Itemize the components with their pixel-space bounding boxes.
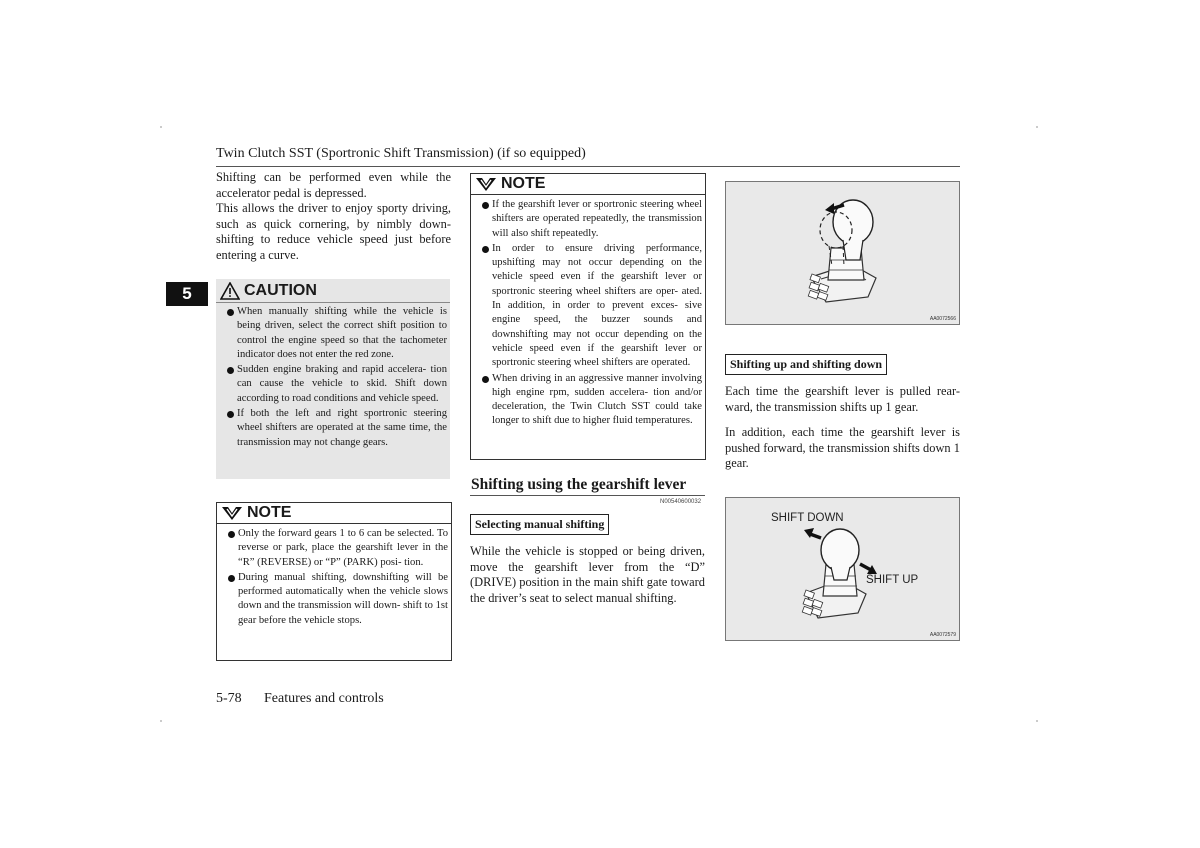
note-item: If the gearshift lever or sportronic steering wheel shifters are operated repeatedly, the transmission will also shift repeatedly. — [471, 198, 705, 241]
bullet-icon — [482, 376, 489, 383]
note-item: In order to ensure driving performance, upshifting may not occur depending on the vehicle speed even if the gearshift lever or sportronic steering wheel shifters are oper- ated. In addition, in order to prevent exces- sive engine speed, the buzzer sounds and downshifting may not occur depending on the vehicle speed even if the gearshift lever or sportronic steering wheel shifters are operated. — [471, 242, 705, 371]
bullet-icon — [228, 531, 235, 538]
caution-item: Sudden engine braking and rapid accelera- tion can cause the vehicle to skid. Shift down according to road conditions and vehicle speed. — [216, 363, 450, 406]
caution-title: CAUTION — [244, 282, 317, 299]
note-icon — [475, 176, 497, 192]
section-rule — [470, 495, 705, 496]
header-rule — [216, 166, 960, 167]
bullet-icon — [228, 575, 235, 582]
manual-shifting-text: While the vehicle is stopped or being driven, move the gearshift lever from the “D” (DRIVE) position in the main shift gate toward the driver’s seat to select manual shifting. — [470, 544, 705, 605]
caution-list — [216, 305, 450, 450]
caution-item: When manually shifting while the vehicle is being driven, select the correct shift position to control the engine speed so that the tachometer indicator does not enter the red zone. — [216, 305, 450, 362]
shifting-up-down-text — [725, 384, 960, 472]
shift-up-label: SHIFT UP — [866, 574, 919, 586]
note-heading — [471, 174, 705, 195]
crop-mark — [160, 720, 162, 722]
page-number: 5-78 — [216, 691, 242, 706]
crop-mark — [1036, 126, 1038, 128]
caution-item: If both the left and right sportronic steering wheel shifters are operated at the same time, the transmission may not change gears. — [216, 407, 450, 450]
note-box-middle — [470, 173, 706, 460]
warning-triangle-icon — [220, 282, 240, 300]
footer-section: Features and controls — [264, 691, 384, 706]
bullet-icon — [482, 246, 489, 253]
shift-up-paragraph: Each time the gearshift lever is pulled rear- ward, the transmission shifts up 1 gear. — [725, 384, 960, 414]
note-item: During manual shifting, downshifting will be performed automatically when the vehicle slows down and the transmission will down- shift to 1st gear before the vehicle stops. — [217, 571, 451, 628]
bullet-icon — [227, 309, 234, 316]
note-list — [471, 198, 705, 429]
crop-mark — [1036, 720, 1038, 722]
note-box-left — [216, 502, 452, 661]
gearshift-lever-illustration — [726, 182, 959, 324]
gearshift-figure-bottom — [725, 497, 960, 641]
note-item: Only the forward gears 1 to 6 can be selected. To reverse or park, place the gearshift lever in the “R” (REVERSE) or “P” (PARK) posi- tion. — [217, 527, 451, 570]
note-title: NOTE — [247, 504, 292, 521]
subheading-manual-shifting: Selecting manual shifting — [470, 514, 609, 535]
bullet-icon — [227, 367, 234, 374]
note-icon — [221, 505, 243, 521]
reference-code: N00540600032 — [660, 499, 702, 505]
figure-code: AA0072579 — [929, 632, 956, 638]
note-heading — [217, 503, 451, 524]
bullet-icon — [482, 202, 489, 209]
note-list — [217, 527, 451, 628]
note-title: NOTE — [501, 175, 546, 192]
caution-box — [216, 279, 450, 479]
caution-rule — [216, 302, 450, 303]
subheading-shifting-up-down: Shifting up and shifting down — [725, 354, 887, 375]
note-item: When driving in an aggressive manner involving high engine rpm, sudden accelera- tion and/or deceleration, the Twin Clutch SST could take longer to shift due to higher fluid temperatures. — [471, 372, 705, 429]
caution-heading — [216, 280, 450, 302]
chapter-tab: 5 — [166, 282, 208, 306]
figure-code: AA0072566 — [929, 316, 956, 322]
section-heading: Shifting using the gearshift lever — [471, 476, 687, 493]
intro-text — [216, 170, 451, 264]
intro-paragraph: This allows the driver to enjoy sporty driving, such as quick cornering, by nimbly down- shifting to reduce vehicle speed just before entering a curve. — [216, 201, 451, 262]
shift-down-paragraph: In addition, each time the gearshift lever is pushed forward, the transmission shifts down 1 gear. — [725, 425, 960, 471]
gearshift-figure-top — [725, 181, 960, 325]
bullet-icon — [227, 411, 234, 418]
crop-mark — [160, 126, 162, 128]
shift-down-label: SHIFT DOWN — [771, 512, 844, 524]
running-header: Twin Clutch SST (Sportronic Shift Transmission) (if so equipped) — [216, 146, 586, 161]
intro-paragraph: Shifting can be performed even while the accelerator pedal is depressed. — [216, 170, 451, 200]
